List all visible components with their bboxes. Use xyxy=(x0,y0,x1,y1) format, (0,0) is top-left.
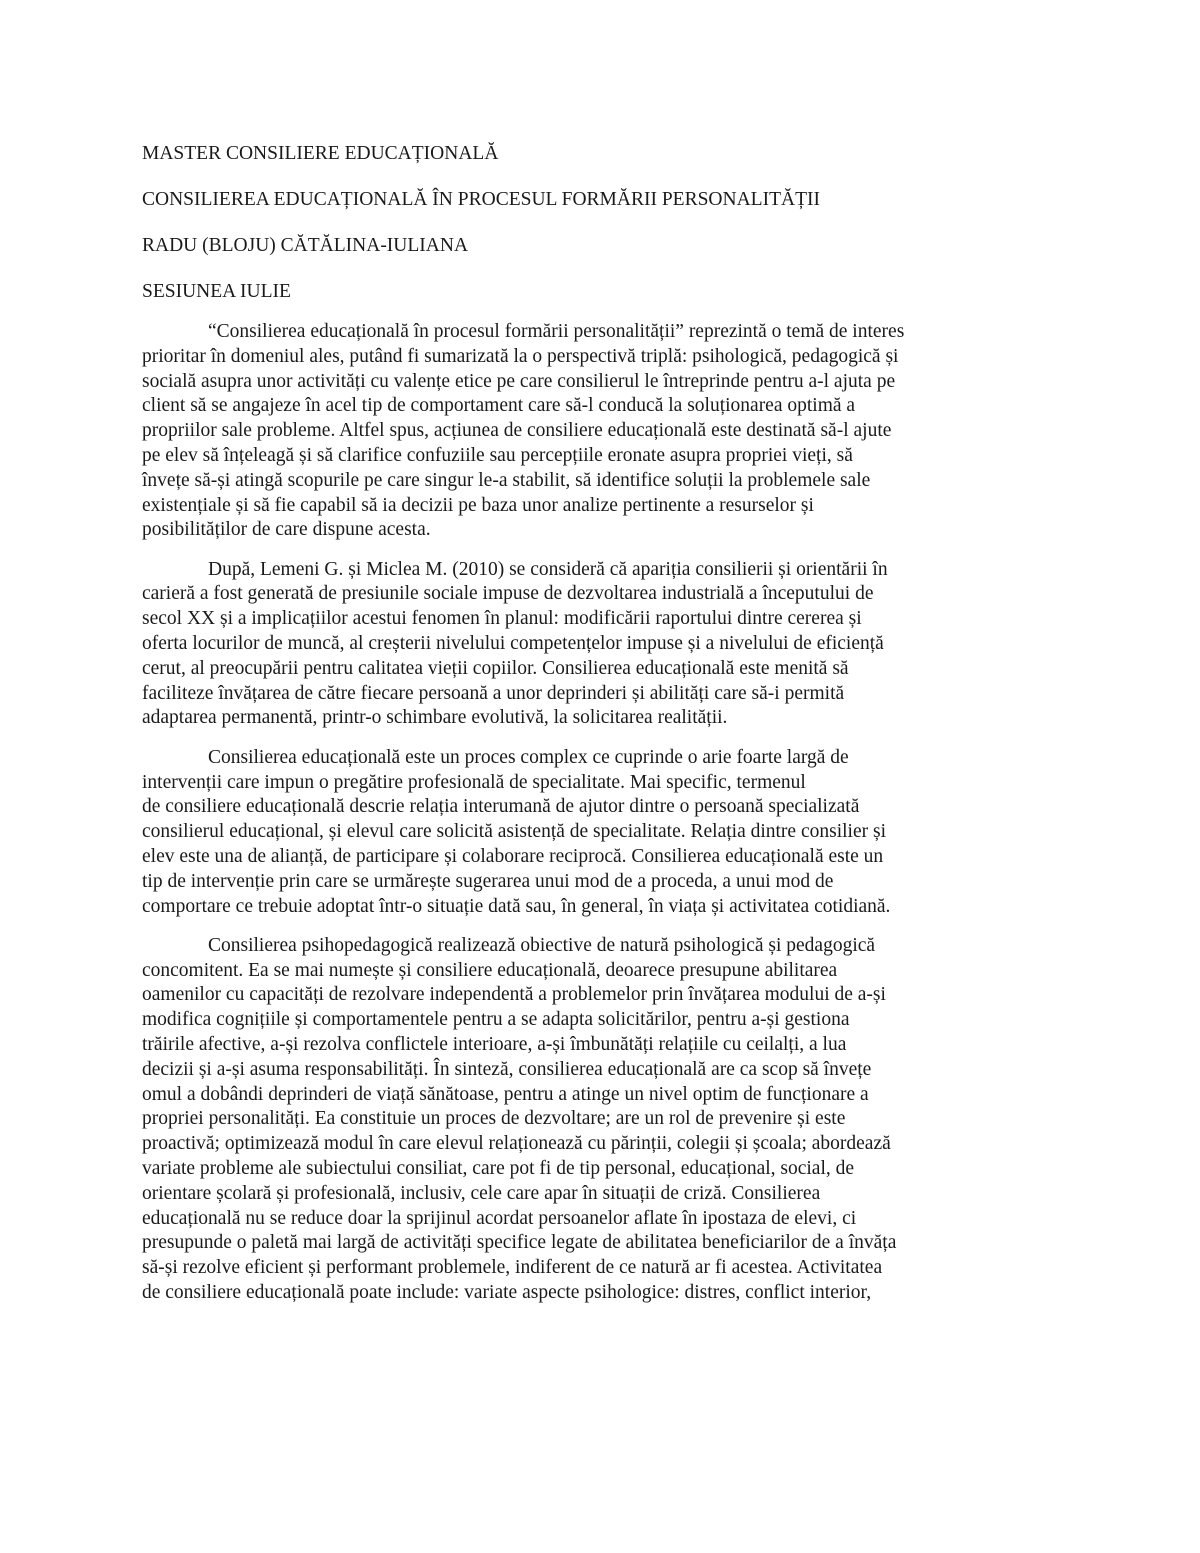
paragraph-line: trăirile afective, a-și rezolva conflictele interioare, a-și îmbunătăți relațiile cu ceilalți, a lua xyxy=(142,1034,847,1056)
paragraph-line: oferta locurilor de muncă, al creșterii nivelului competențelor impuse și a nivelului de eficiență xyxy=(142,633,884,655)
paragraph-1 xyxy=(142,320,1062,543)
paragraph-4 xyxy=(142,934,1062,1306)
paragraph-line: orientare școlară și profesională, inclusiv, cele care apar în situații de criză. Consilierea xyxy=(142,1182,821,1204)
paragraph-line: presupunde o paletă mai largă de activități specifice legate de abilitatea beneficiarilor de a învăța xyxy=(142,1232,897,1254)
paragraph-line: de consiliere educațională descrie relația interumană de ajutor dintre o persoană specializată xyxy=(142,796,860,818)
paragraph-line: intervenții care impun o pregătire profesională de specialitate. Mai specific, termenul xyxy=(142,771,806,793)
paragraph-line: variate probleme ale subiectului consiliat, care pot fi de tip personal, educațional, social, de xyxy=(142,1158,855,1179)
paper-title: CONSILIEREA EDUCAȚIONALĂ ÎN PROCESUL FORMĂRII PERSONALITĂȚII xyxy=(142,189,820,210)
author-name: RADU (BLOJU) CĂTĂLINA-IULIANA xyxy=(142,235,469,256)
paragraph-line: secol XX și a implicațiilor acestui fenomen în planul: modificării raportului dintre cererea și xyxy=(142,608,862,630)
paragraph-line: client să se angajeze în acel tip de comportament care să-l conducă la soluționarea optimă a xyxy=(142,395,856,417)
paragraph-line: După, Lemeni G. și Miclea M. (2010) se consideră că apariția consilierii și orientării în xyxy=(208,558,888,580)
program-title: MASTER CONSILIERE EDUCAȚIONALĂ xyxy=(142,143,499,164)
paragraph-line: existențiale și să fie capabil să ia decizii pe baza unor analize pertinente a resurselor și xyxy=(142,494,814,516)
paragraph-line: omul a dobândi deprinderi de viață sănătoase, pentru a atinge un nivel optim de funcționare a xyxy=(142,1083,869,1105)
paragraph-line: proactivă; optimizează modul în care elevul relaționează cu părinții, colegii și școala; abordează xyxy=(142,1133,891,1155)
paragraph-line: Consilierea educațională este un proces complex ce cuprinde o arie foarte largă de xyxy=(208,746,849,768)
paragraph-line: cerut, al preocupării pentru calitatea vieții copiilor. Consilierea educațională este menită să xyxy=(142,657,849,679)
paragraph-3 xyxy=(142,746,1062,920)
paragraph-line: comportare ce trebuie adoptat într-o situație dată sau, în general, în viața și activitatea cotidiană. xyxy=(142,895,891,917)
paragraph-line: posibilităților de care dispune acesta. xyxy=(142,519,431,541)
paragraph-line: prioritar în domeniul ales, putând fi sumarizată la o perspectivă triplă: psihologică, pedagogică și xyxy=(142,345,899,367)
paragraph-line: de consiliere educațională poate include: variate aspecte psihologice: distres, conflict interior, xyxy=(142,1281,872,1303)
paragraph-line: elev este una de alianță, de participare și colaborare reciprocă. Consilierea educațională este un xyxy=(142,845,884,867)
paragraph-line: consilierul educațional, și elevul care solicită asistență de specialitate. Relația dintre consilier și xyxy=(142,821,886,843)
paragraph-line: pe elev să înțeleagă și să clarifice confuziile sau percepțiile eronate asupra propriei vieți, să xyxy=(142,444,853,466)
paragraph-line: oamenilor cu capacități de rezolvare independentă a problemelor prin învățarea modului de a-și xyxy=(142,984,886,1006)
paragraph-line: “Consilierea educațională în procesul formării personalității” reprezintă o temă de interes xyxy=(208,321,905,342)
session-label: SESIUNEA IULIE xyxy=(142,281,291,302)
paragraph-line: educațională nu se reduce doar la sprijinul acordat persoanelor aflate în ipostaza de elevi, ci xyxy=(142,1207,857,1229)
paragraph-2 xyxy=(142,558,1062,732)
paragraph-line: propriilor sale probleme. Altfel spus, acțiunea de consiliere educațională este destinată să-l ajute xyxy=(142,420,892,442)
document-content xyxy=(142,140,1062,1320)
paragraph-line: socială asupra unor activități cu valențe etice pe care consilierul le întreprinde pentru a-l ajuta pe xyxy=(142,370,896,392)
paragraph-line: faciliteze învățarea de către fiecare persoană a unor deprinderi și abilități care să-i permită xyxy=(142,682,845,704)
paragraph-line: tip de intervenție prin care se urmărește sugerarea unui mod de a proceda, a unui mod de xyxy=(142,870,834,892)
paragraph-line: adaptarea permanentă, printr-o schimbare evolutivă, la solicitarea realității. xyxy=(142,707,728,729)
paragraph-line: învețe să-și atingă scopurile pe care singur le-a stabilit, să identifice soluții la problemele sale xyxy=(142,469,871,491)
paragraph-line: să-și rezolve eficient și performant problemele, indiferent de ce natură ar fi acestea. Activitatea xyxy=(142,1257,883,1279)
paragraph-line: carieră a fost generată de presiunile sociale impuse de dezvoltarea industrială a începutului de xyxy=(142,583,874,605)
paragraph-line: modifica cognițiile și comportamentele pentru a se adapta solicitărilor, pentru a-și gestiona xyxy=(142,1009,850,1031)
paragraph-line: Consilierea psihopedagogică realizează obiective de natură psihologică și pedagogică xyxy=(208,934,876,956)
paragraph-line: decizii și a-și asuma responsabilități. În sinteză, consilierea educațională are ca scop să învețe xyxy=(142,1058,872,1080)
paragraph-line: propriei personalități. Ea constituie un proces de dezvoltare; are un rol de prevenire și este xyxy=(142,1108,846,1130)
paragraph-line: concomitent. Ea se mai numește și consiliere educațională, deoarece presupune abilitarea xyxy=(142,959,838,981)
